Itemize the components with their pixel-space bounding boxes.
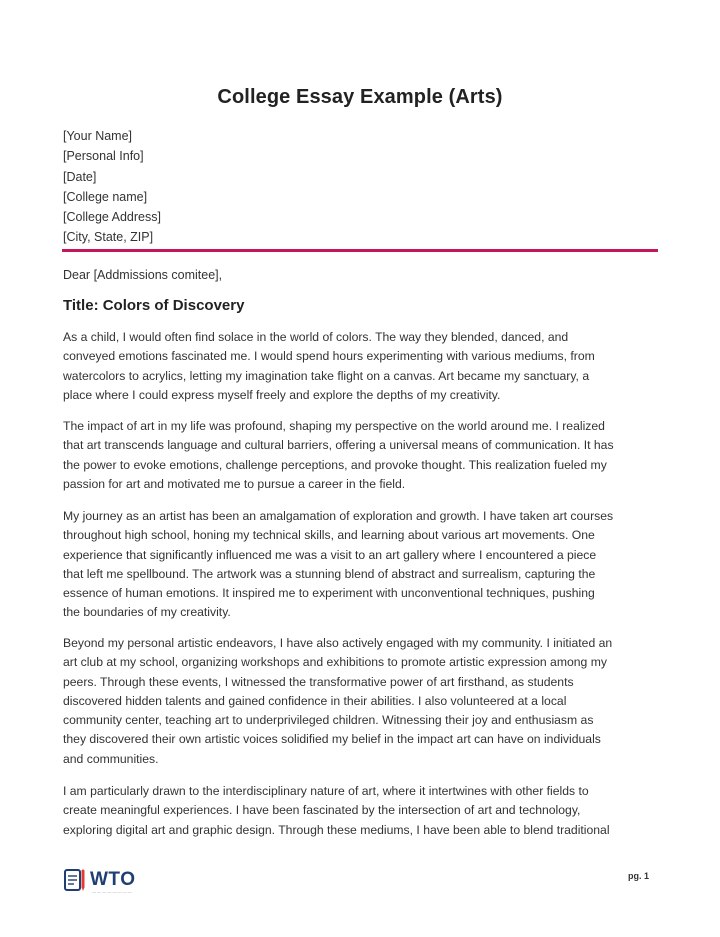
paragraph-line: My journey as an artist has been an amalgamation of exploration and growth. I have taken art courses xyxy=(63,509,614,523)
paragraph xyxy=(63,328,663,405)
wto-logo xyxy=(62,866,152,896)
address-line: [College Address] xyxy=(63,210,161,225)
paragraph-line: create meaningful experiences. I have been fascinated by the intersection of art and technology, xyxy=(63,803,581,818)
divider-rule xyxy=(62,249,658,252)
paragraph xyxy=(63,634,663,769)
paragraph-line: watercolors to acrylics, letting my imagination take flight on a canvas. Art became my sanctuary, a xyxy=(63,368,590,383)
salutation: Dear [Addmissions comitee], xyxy=(63,268,223,282)
paragraph-line: the power to evoke emotions, challenge perceptions, and provoke thought. This realization fueled my xyxy=(63,457,607,472)
paragraph-line: and communities. xyxy=(63,751,159,766)
paragraph xyxy=(63,417,663,494)
paragraph-line: the boundaries of my creativity. xyxy=(63,605,231,620)
paragraph-line: passion for art and motivated me to pursue a career in the field. xyxy=(63,476,406,491)
paragraph-line: that art transcends language and cultural barriers, offering a universal means of communication. It has xyxy=(63,438,614,453)
paragraph-line: art club at my school, organizing workshops and exhibitions to promote artistic expression among my xyxy=(63,655,607,670)
address-line: [Your Name] xyxy=(63,129,133,143)
paragraph-line: they discovered their own artistic voices solidified my belief in the impact art can have on individuals xyxy=(63,732,601,747)
paragraph-line: community center, teaching art to underprivileged children. Witnessing their joy and enthusiasm as xyxy=(63,713,594,728)
paragraph-line: Beyond my personal artistic endeavors, I have also actively engaged with my community. I initiated an xyxy=(63,636,613,650)
address-line: [City, State, ZIP] xyxy=(63,230,154,245)
paragraph-line: conveyed emotions fascinated me. I would spend hours experimenting with various mediums, from xyxy=(63,349,595,364)
paragraph-line: I am particularly drawn to the interdisciplinary nature of art, where it intertwines with other fields to xyxy=(63,784,589,798)
paragraph-line: As a child, I would often find solace in the world of colors. The way they blended, danced, and xyxy=(63,330,569,344)
document-title: College Essay Example (Arts) xyxy=(217,86,503,108)
logo-text: WTO xyxy=(90,869,136,890)
paragraph-line: throughout high school, honing my technical skills, and learning about various art movements. One xyxy=(63,528,595,543)
paragraph-line: discovered hidden talents and gained confidence in their abilities. I also volunteered at a local xyxy=(63,693,567,708)
paragraph-line: that left me spellbound. The artwork was a stunning blend of abstract and surrealism, capturing the xyxy=(63,566,596,581)
paragraph-line: experience that significantly influenced me was a visit to an art gallery where I encountered a piece xyxy=(63,547,597,562)
essay-title: Title: Colors of Discovery xyxy=(63,297,245,314)
logo-subtext: — — — — — — — — xyxy=(92,889,132,894)
document-pencil-icon xyxy=(62,867,88,895)
paragraph-line: The impact of art in my life was profound, shaping my perspective on the world around me. I realized xyxy=(63,419,605,433)
paragraph-line: place where I could express myself freely and explore the depths of my creativity. xyxy=(63,387,501,402)
address-line: [College name] xyxy=(63,189,148,204)
paragraph xyxy=(63,507,663,623)
address-line: [Personal Info] xyxy=(63,149,144,164)
paragraph xyxy=(63,782,663,840)
paragraph-line: essence of human emotions. It inspired me to experiment with unconventional techniques, pushing xyxy=(63,586,595,601)
address-line: [Date] xyxy=(63,169,97,184)
paragraph-line: peers. Through these events, I witnessed the transformative power of art firsthand, as students xyxy=(63,674,574,689)
paragraph-line: exploring digital art and graphic design. Through these mediums, I have been able to blend traditional xyxy=(63,822,610,837)
address-block xyxy=(63,126,161,248)
page-number: pg. 1 xyxy=(628,871,650,881)
